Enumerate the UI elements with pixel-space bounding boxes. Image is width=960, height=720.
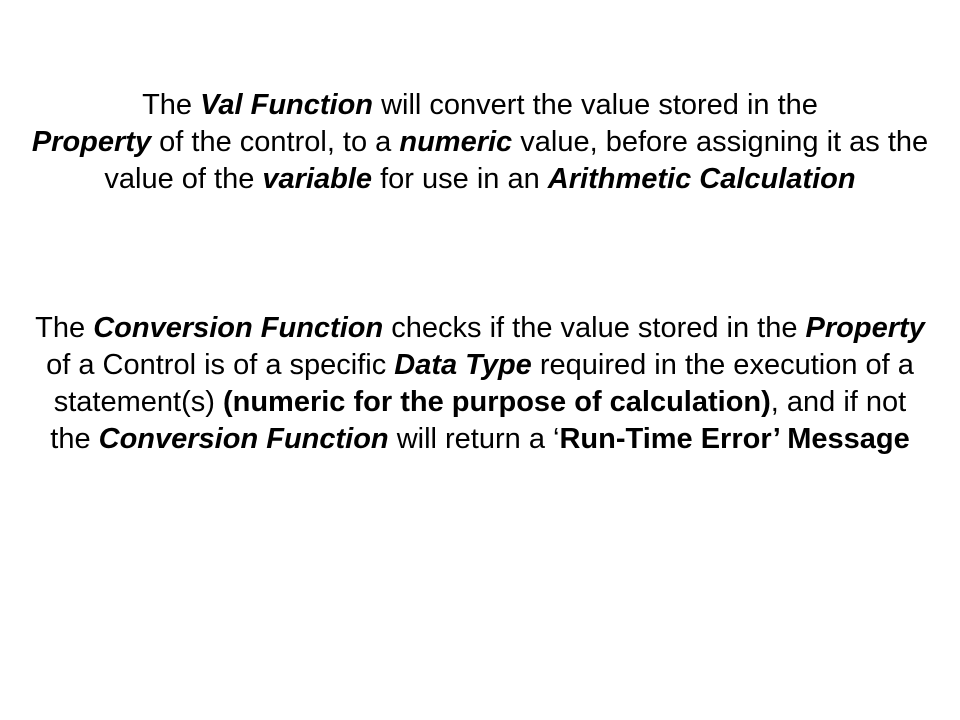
emphasis-numeric: numeric	[399, 126, 513, 158]
text-run: value, before assigning it as the value of the	[104, 126, 929, 195]
emphasis-val-function: Val Function	[200, 89, 374, 121]
text-run: of a Control is of a specific	[46, 349, 395, 381]
text-run: required in the execution of a statement(s)	[53, 349, 914, 418]
text-run: of the control, to a	[151, 126, 400, 158]
text-run: will convert the value stored in the	[373, 89, 818, 121]
emphasis-run-time-error: Run-Time Error’ Message	[559, 423, 910, 455]
emphasis-conversion-function: Conversion Function	[93, 312, 384, 344]
conversion-function-paragraph	[30, 310, 930, 458]
text-run: for use in an	[372, 163, 548, 195]
text-run: checks if the value stored in the	[383, 312, 806, 344]
text-run: The	[142, 89, 201, 121]
text-run: will return a ‘	[388, 423, 560, 455]
text-run: The	[35, 312, 94, 344]
emphasis-property: Property	[31, 126, 152, 158]
emphasis-property: Property	[805, 312, 925, 344]
emphasis-arithmetic-calculation: Arithmetic Calculation	[547, 163, 856, 195]
emphasis-numeric-purpose: (numeric for the purpose of calculation)	[222, 386, 771, 418]
emphasis-conversion-function: Conversion Function	[98, 423, 389, 455]
val-function-paragraph	[30, 87, 930, 198]
text-run: , and if not the	[50, 386, 907, 455]
emphasis-data-type: Data Type	[394, 349, 532, 381]
emphasis-variable: variable	[262, 163, 373, 195]
